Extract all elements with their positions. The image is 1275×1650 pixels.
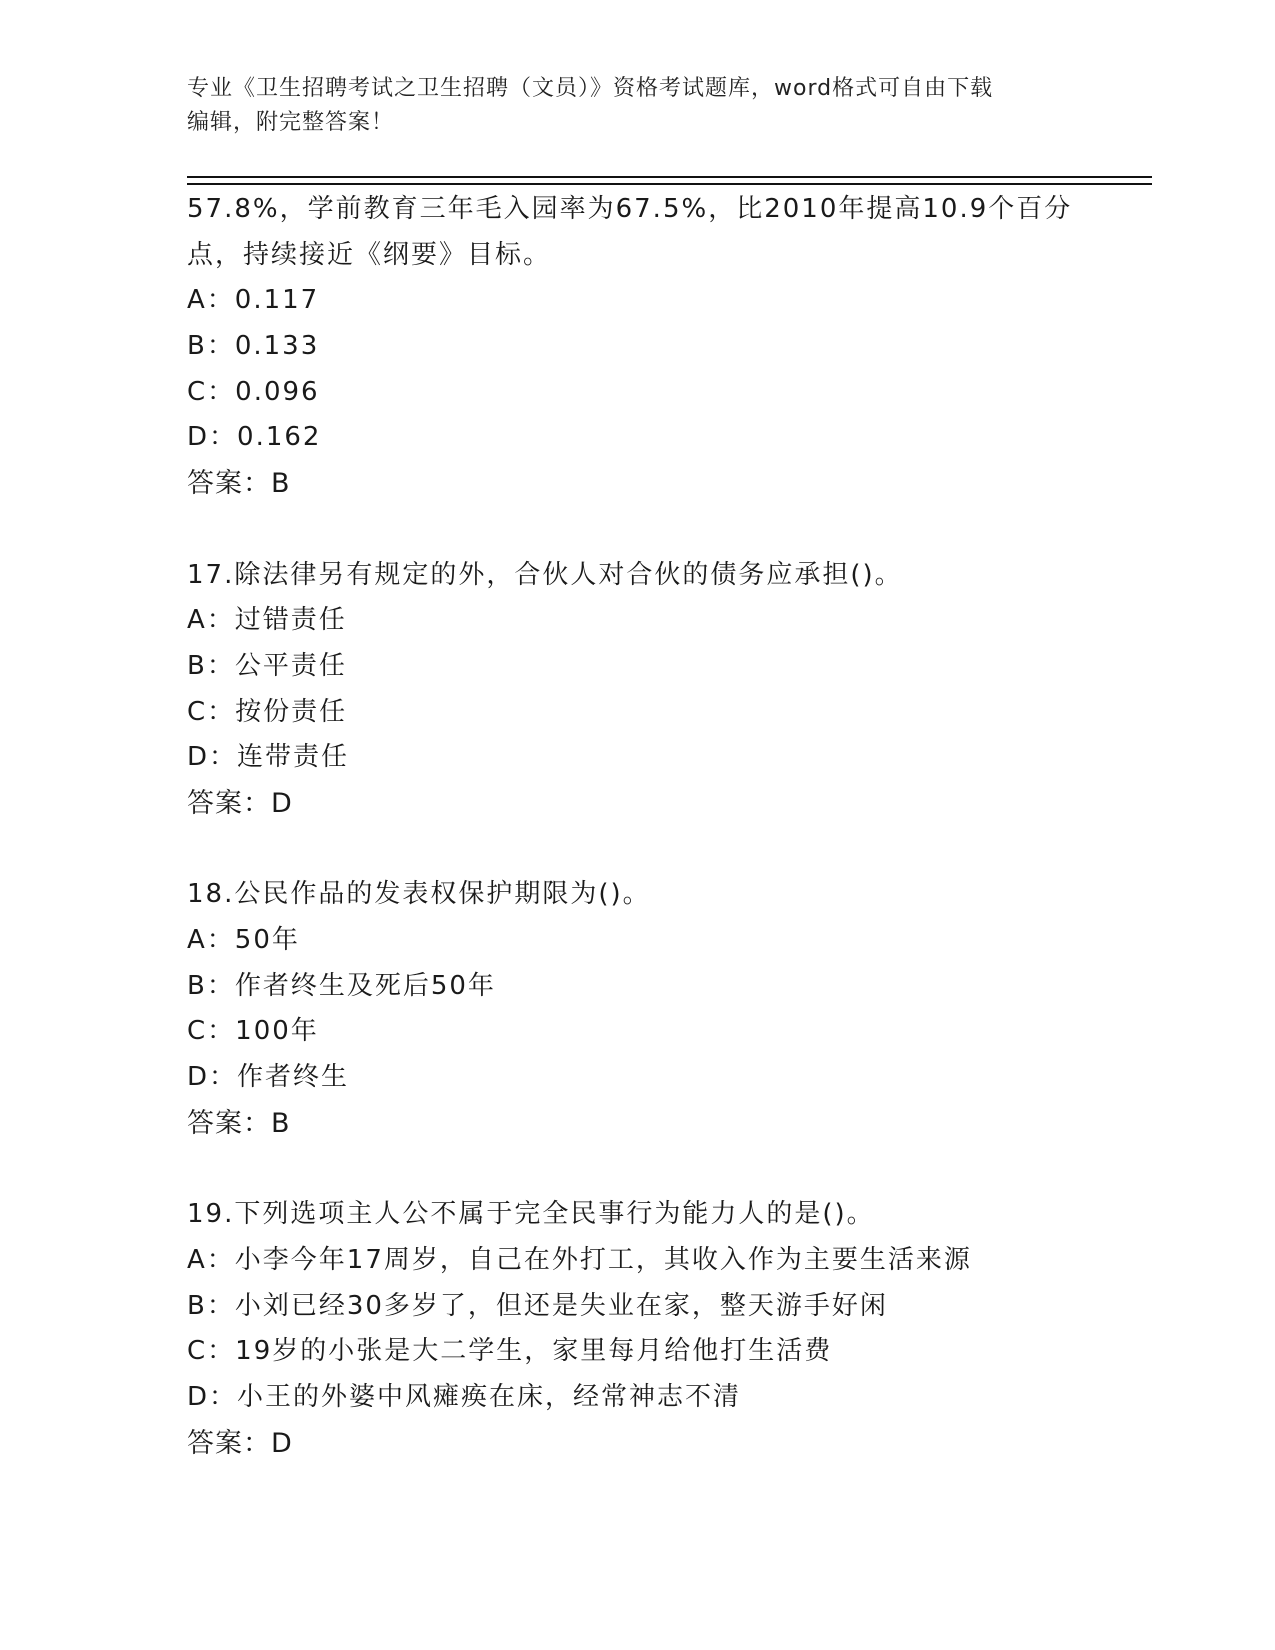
question-stem-line: 57.8%，学前教育三年毛入园率为67.5%，比2010年提高10.9个百分	[187, 194, 1073, 224]
question-list	[187, 187, 1107, 1466]
question-block-18	[187, 872, 1107, 1146]
option-d: D：作者终生	[187, 1062, 350, 1093]
option-a: A：0.117	[187, 285, 320, 316]
option-c: C：19岁的小张是大二学生，家里每月给他打生活费	[187, 1336, 833, 1367]
header-divider-bottom	[187, 183, 1152, 185]
option-d: D：0.162	[187, 422, 322, 453]
option-c: C：0.096	[187, 376, 320, 407]
option-c: C：按份责任	[187, 696, 348, 727]
option-b: B：小刘已经30多岁了，但还是失业在家，整天游手好闲	[187, 1290, 888, 1321]
answer-line: 答案：B	[187, 468, 291, 500]
header-divider-top	[187, 176, 1152, 178]
question-stem-line: 点，持续接近《纲要》目标。	[187, 239, 552, 270]
answer-line: 答案：D	[187, 1427, 293, 1459]
option-b: B：作者终生及死后50年	[187, 970, 496, 1001]
answer-line: 答案：D	[187, 787, 293, 819]
option-b: B：0.133	[187, 331, 320, 362]
question-stem: 17.除法律另有规定的外，合伙人对合伙的债务应承担()。	[187, 559, 903, 590]
spacer	[187, 827, 1107, 873]
header-line-1: 专业《卫生招聘考试之卫生招聘（文员）》资格考试题库，word格式可自由下载	[187, 76, 994, 101]
question-block-continued	[187, 187, 1107, 507]
option-a: A：小李今年17周岁，自己在外打工，其收入作为主要生活来源	[187, 1244, 972, 1275]
answer-line: 答案：B	[187, 1107, 291, 1139]
option-d: D：小王的外婆中风瘫痪在床，经常神志不清	[187, 1381, 742, 1412]
page-header	[187, 72, 1067, 140]
question-stem: 18.公民作品的发表权保护期限为()。	[187, 879, 651, 910]
spacer	[187, 507, 1107, 553]
question-block-19	[187, 1192, 1107, 1466]
header-line-2: 编辑，附完整答案！	[187, 110, 395, 135]
option-c: C：100年	[187, 1016, 319, 1047]
option-a: A：50年	[187, 925, 300, 955]
option-b: B：公平责任	[187, 650, 347, 681]
option-a: A：过错责任	[187, 605, 347, 636]
question-block-17	[187, 553, 1107, 827]
option-d: D：连带责任	[187, 742, 350, 773]
question-stem: 19.下列选项主人公不属于完全民事行为能力人的是()。	[187, 1199, 875, 1230]
spacer	[187, 1146, 1107, 1192]
